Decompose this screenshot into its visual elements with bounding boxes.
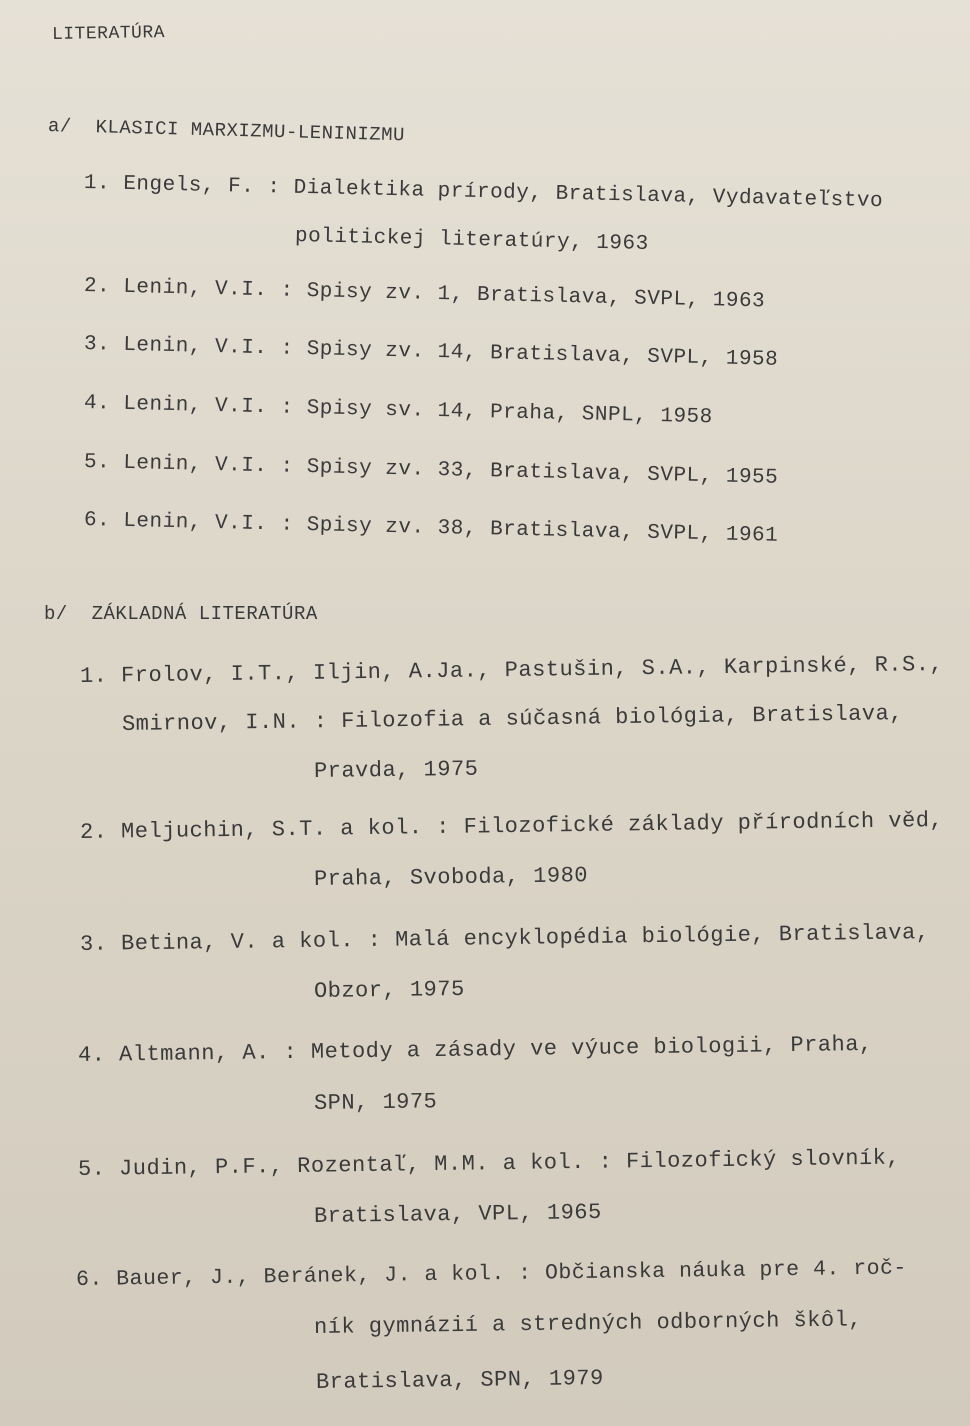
list-item-b6-line1: 6. Bauer, J., Beránek, J. a kol. : Občianska náuka pre 4. roč- — [75, 1256, 908, 1292]
list-item-b6-line2: ník gymnázií a stredných odborných škôl, — [313, 1307, 863, 1340]
list-item-a5: 5. Lenin, V.I. : Spisy zv. 33, Bratislava, SVPL, 1955 — [83, 451, 779, 490]
list-item-a1-line1: 1. Engels, F. : Dialektika prírody, Bratislava, Vydavateľstvo — [83, 172, 884, 214]
list-item-b3-line2: Obzor, 1975 — [313, 976, 465, 1004]
list-item-a2: 2. Lenin, V.I. : Spisy zv. 1, Bratislava, SVPL, 1963 — [83, 275, 766, 314]
list-item-a4: 4. Lenin, V.I. : Spisy sv. 14, Praha, SNPL, 1958 — [83, 392, 714, 430]
list-item-b3-line1: 3. Betina, V. a kol. : Malá encyklopédia biológie, Bratislava, — [79, 920, 930, 957]
list-item-b4-line2: SPN, 1975 — [313, 1089, 438, 1116]
list-item-b1-line1: 1. Frolov, I.T., Iljin, A.Ja., Pastušin, S.A., Karpinské, R.S., — [79, 651, 944, 689]
document-title: LITERATÚRA — [51, 23, 166, 45]
list-item-b1-line3: Pravda, 1975 — [313, 756, 479, 784]
list-item-a6: 6. Lenin, V.I. : Spisy zv. 38, Bratislava, SVPL, 1961 — [83, 509, 779, 548]
list-item-b6-line3: Bratislava, SPN, 1979 — [315, 1365, 604, 1395]
list-item-a1-line2: politickej literatúry, 1963 — [294, 225, 649, 257]
list-item-b2-line2: Praha, Svoboda, 1980 — [313, 863, 589, 892]
list-item-b1-line2: Smirnov, I.N. : Filozofia a súčasná biológia, Bratislava, — [121, 701, 904, 737]
list-item-b2-line1: 2. Meljuchin, S.T. a kol. : Filozofické základy přírodních věd, — [79, 807, 944, 845]
section-b-heading: b/ ZÁKLADNÁ LITERATÚRA — [44, 603, 318, 625]
list-item-a3: 3. Lenin, V.I. : Spisy zv. 14, Bratislava, SVPL, 1958 — [83, 333, 779, 372]
list-item-b5-line2: Bratislava, VPL, 1965 — [313, 1199, 602, 1229]
list-item-b5-line1: 5. Judin, P.F., Rozentaľ, M.M. a kol. : Filozofický slovník, — [77, 1145, 901, 1182]
section-a-heading: a/ KLASICI MARXIZMU-LENINIZMU — [47, 115, 406, 147]
list-item-b4-line1: 4. Altmann, A. : Metody a zásady ve výuce biologii, Praha, — [77, 1031, 873, 1068]
